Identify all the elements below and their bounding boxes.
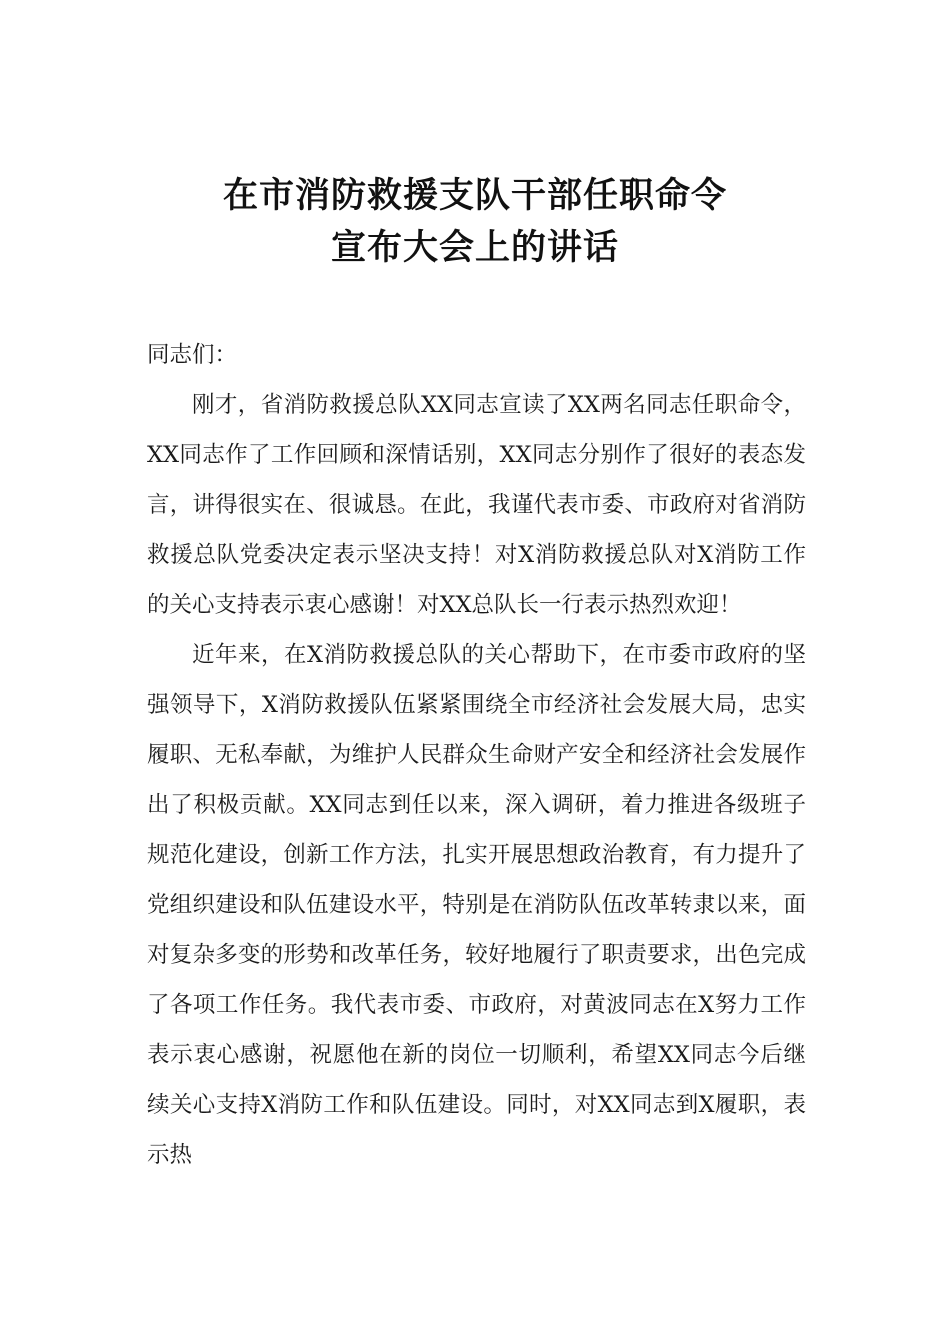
- paragraph-1: 刚才，省消防救援总队XX同志宣读了XX两名同志任职命令，XX同志作了工作回顾和深情话别，XX同志分别作了很好的表态发言，讲得很实在、很诚恳。在此，我谨代表市委、市政府对省消防救援总队党委决定表示坚决支持！对X消防救援总队对X消防工作的关心支持表示衷心感谢！对XX总队长一行表示热烈欢迎！: [147, 392, 806, 618]
- document-title-line-2: 宣布大会上的讲话: [330, 227, 619, 268]
- document-body: [147, 330, 806, 1180]
- salutation: 同志们：: [147, 342, 238, 368]
- document-title-line-1: 在市消防救援支队干部任职命令: [222, 175, 727, 216]
- paragraph-2: 近年来，在X消防救援总队的关心帮助下，在市委市政府的坚强领导下，X消防救援队伍紧紧围绕全市经济社会发展大局，忠实履职、无私奉献，为维护人民群众生命财产安全和经济社会发展作出了积极贡献。XX同志到任以来，深入调研，着力推进各级班子规范化建设，创新工作方法，扎实开展思想政治教育，有力提升了党组织建设和队伍建设水平，特别是在消防队伍改革转隶以来，面对复杂多变的形势和改革任务，较好地履行了职责要求，出色完成了各项工作任务。我代表市委、市政府，对黄波同志在X努力工作表示衷心感谢，祝愿他在新的岗位一切顺利，希望XX同志今后继续关心支持X消防工作和队伍建设。同时，对XX同志到X履职，表示热: [147, 642, 806, 1168]
